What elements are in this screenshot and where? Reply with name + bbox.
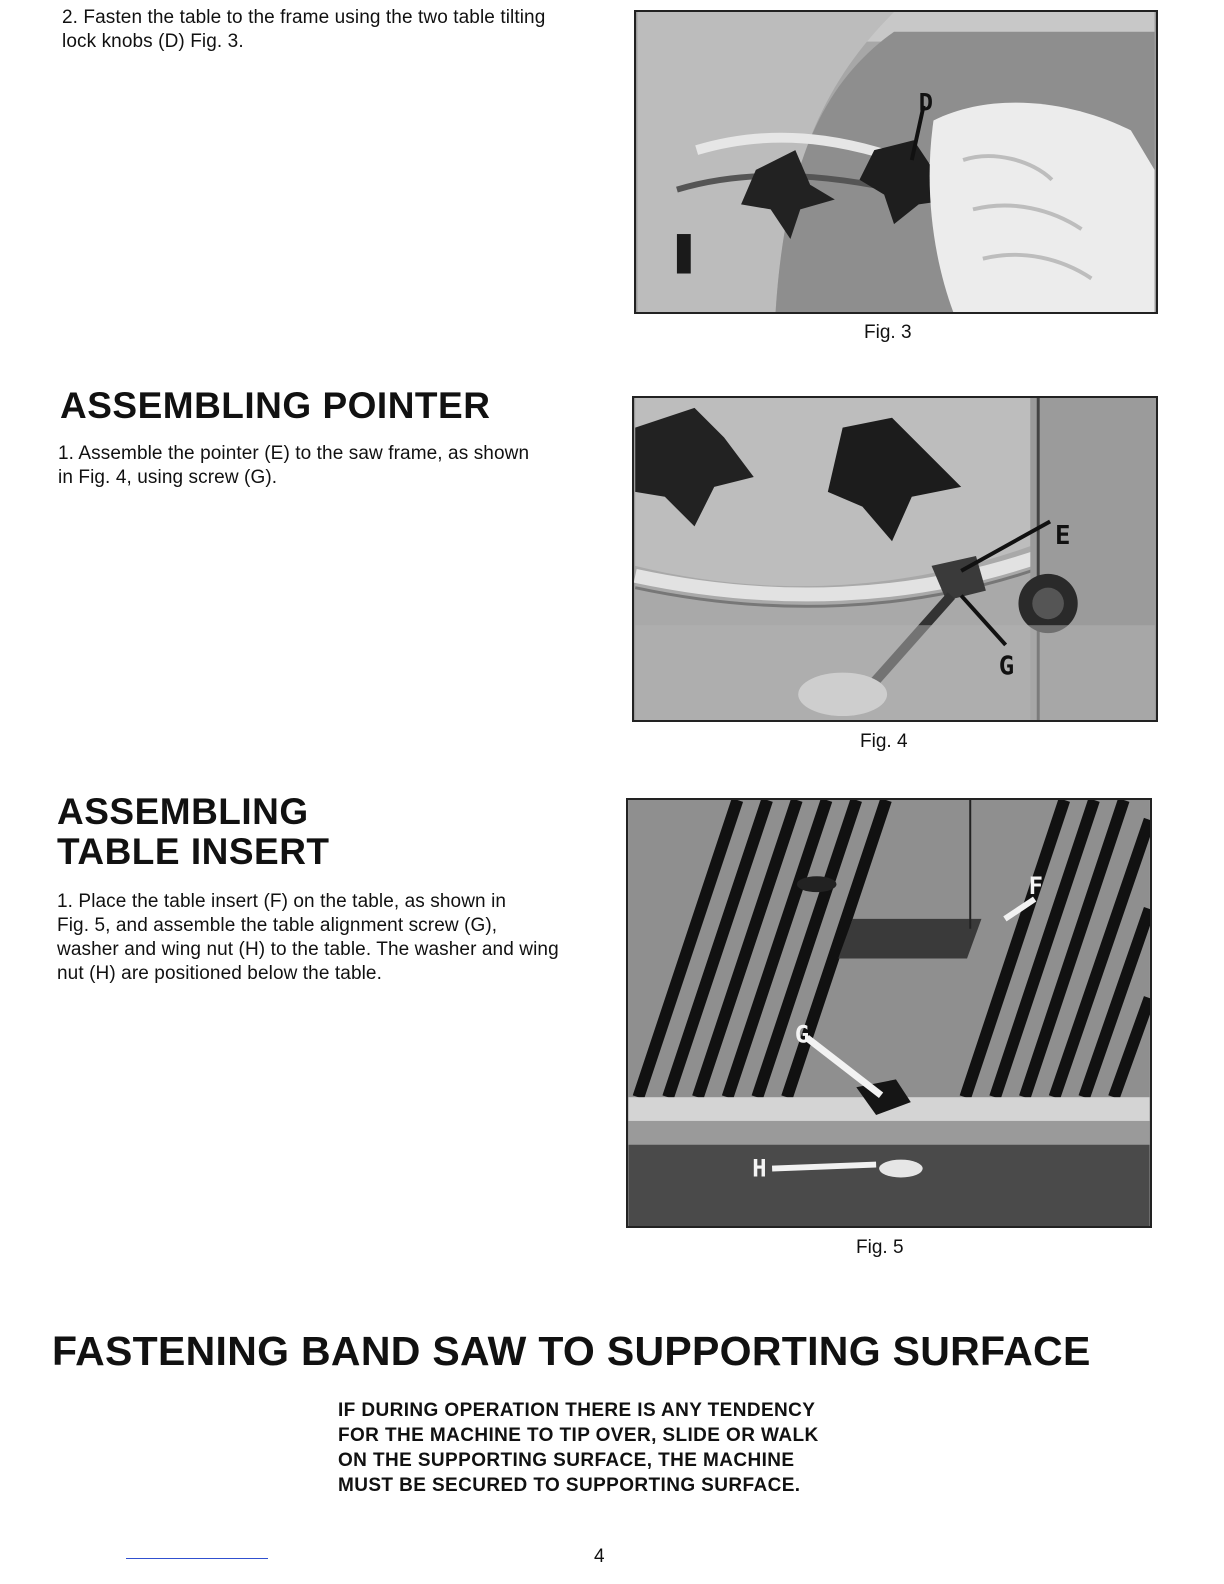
assembling-table-insert-heading	[57, 792, 330, 872]
fastening-warning	[338, 1398, 878, 1498]
step-fasten-table-line2: lock knobs (D) Fig. 3.	[62, 31, 244, 52]
assembling-table-insert-heading-line1: ASSEMBLING	[57, 791, 309, 832]
assembling-table-insert-step	[57, 890, 597, 986]
fig4-caption: Fig. 4	[860, 731, 908, 752]
fig5-illustration	[628, 800, 1150, 1226]
fig3-caption: Fig. 3	[864, 322, 912, 343]
step-fasten-table	[62, 6, 602, 54]
fig5-caption: Fig. 5	[856, 1237, 904, 1258]
warning-line: FOR THE MACHINE TO TIP OVER, SLIDE OR WALK	[338, 1425, 819, 1446]
footer-rule	[126, 1558, 268, 1559]
warning-line: IF DURING OPERATION THERE IS ANY TENDENCY	[338, 1400, 816, 1421]
step-fasten-table-line1: 2. Fasten the table to the frame using the two table tilting	[62, 7, 546, 28]
fig4-callout-g: G	[998, 651, 1015, 682]
warning-line: ON THE SUPPORTING SURFACE, THE MACHINE	[338, 1450, 795, 1471]
table-insert-step-line: washer and wing nut (H) to the table. The washer and wing	[57, 939, 559, 960]
table-insert-step-line: Fig. 5, and assemble the table alignment screw (G),	[57, 915, 498, 936]
fig3-callout-d: D	[918, 88, 933, 117]
table-insert-step-line: 1. Place the table insert (F) on the table, as shown in	[57, 891, 507, 912]
fig4-callout-e: E	[1055, 521, 1071, 552]
assembling-table-insert-heading-line2: TABLE INSERT	[57, 831, 330, 872]
fastening-heading: FASTENING BAND SAW TO SUPPORTING SURFACE	[52, 1328, 1091, 1374]
assembling-pointer-step-line2: in Fig. 4, using screw (G).	[58, 467, 278, 488]
fig3-illustration	[636, 12, 1156, 312]
table-insert-step-line: nut (H) are positioned below the table.	[57, 963, 382, 984]
fig3-photo	[634, 10, 1158, 314]
fig5-callout-h: H	[752, 1154, 767, 1183]
fig5-photo	[626, 798, 1152, 1228]
fig5-callout-f: F	[1028, 872, 1044, 901]
assembling-pointer-step	[58, 442, 598, 490]
warning-line: MUST BE SECURED TO SUPPORTING SURFACE.	[338, 1475, 801, 1496]
assembling-pointer-heading: ASSEMBLING POINTER	[60, 385, 491, 426]
fig4-photo	[632, 396, 1158, 722]
page-number: 4	[594, 1546, 605, 1567]
fig4-illustration	[634, 398, 1156, 720]
fig5-callout-g: G	[794, 1020, 810, 1049]
assembling-pointer-step-line1: 1. Assemble the pointer (E) to the saw frame, as shown	[58, 443, 530, 464]
